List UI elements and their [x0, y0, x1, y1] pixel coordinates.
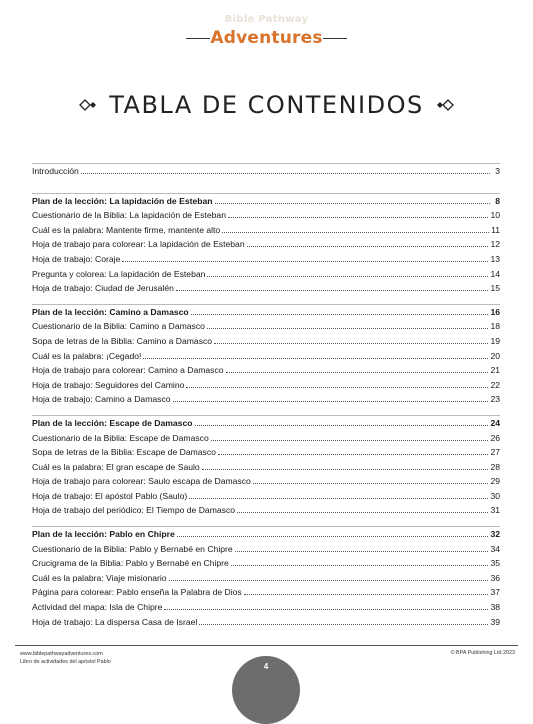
- toc-entry[interactable]: [32, 445, 500, 460]
- toc-entry-label: Cuál es la palabra: El gran escape de Saulo: [32, 461, 200, 472]
- toc-entry-page: 10: [490, 210, 500, 221]
- toc-entry-page: 23: [490, 394, 500, 405]
- toc-entry[interactable]: [32, 571, 500, 586]
- toc-entry-label: Cuestionario de la Biblia: Pablo y Bernabé en Chipre: [32, 543, 233, 554]
- diamond-ornament-icon: [79, 99, 99, 111]
- toc-entry-label: Crucigrama de la Biblia: Pablo y Bernabé en Chipre: [32, 558, 229, 569]
- toc-entry-page: 29: [490, 476, 500, 487]
- dot-leader: [215, 203, 490, 204]
- dot-leader: [122, 261, 488, 262]
- toc-entry-page: 12: [490, 239, 500, 250]
- toc-entry-label: Hoja de trabajo: Ciudad de Jerusalén: [32, 283, 174, 294]
- toc-entry-label: Cuestionario de la Biblia: Escape de Damasco: [32, 432, 209, 443]
- toc-entry-page: 38: [490, 602, 500, 613]
- toc-section-title[interactable]: [32, 305, 500, 320]
- toc-entry-page: 39: [490, 616, 500, 627]
- dot-leader: [143, 358, 488, 359]
- logo-top-text: Bible Pathway: [224, 14, 309, 25]
- toc-entry-page: 16: [490, 306, 500, 317]
- toc-entry-intro[interactable]: [32, 164, 500, 179]
- dot-leader: [247, 246, 489, 247]
- toc-entry-label: Hoja de trabajo para colorear: Camino a Damasco: [32, 365, 224, 376]
- toc-entry-page: 18: [490, 321, 500, 332]
- header: [0, 8, 533, 54]
- toc-entry[interactable]: [32, 615, 500, 630]
- footer-book-title: Libro de actividades del apóstol Pablo: [20, 659, 111, 665]
- toc-entry-page: 3: [495, 166, 500, 176]
- toc-entry-label: Introducción: [32, 166, 79, 176]
- dot-leader: [222, 232, 489, 233]
- toc-entry-label: Página para colorear: Pablo enseña la Palabra de Dios: [32, 587, 242, 598]
- toc-entry-page: 8: [495, 195, 500, 206]
- toc-entry-label: Plan de la lección: Escape de Damasco: [32, 417, 193, 428]
- toc-entry[interactable]: [32, 208, 500, 223]
- dot-leader: [173, 401, 489, 402]
- toc-entry-page: 28: [490, 461, 500, 472]
- toc-entry-label: Actividad del mapa: Isla de Chipre: [32, 602, 163, 613]
- toc-section-title[interactable]: [32, 527, 500, 542]
- toc-entry-label: Cuestionario de la Biblia: Camino a Damasco: [32, 321, 205, 332]
- logo-main-text: Adventures: [210, 28, 323, 48]
- toc-entry-page: 14: [490, 268, 500, 279]
- toc-entry-label: Hoja de trabajo: La dispersa Casa de Israel: [32, 616, 198, 627]
- toc-entry[interactable]: [32, 363, 500, 378]
- toc-entry-page: 13: [490, 253, 500, 264]
- toc-entry[interactable]: [32, 503, 500, 518]
- toc-entry[interactable]: [32, 585, 500, 600]
- toc-entry-label: Sopa de letras de la Biblia: Camino a Damasco: [32, 335, 213, 346]
- toc-entry[interactable]: [32, 431, 500, 446]
- toc-entry-page: 11: [491, 224, 500, 235]
- toc-entry-page: 37: [490, 587, 500, 598]
- dot-leader: [164, 609, 488, 610]
- toc-entry-label: Sopa de letras de la Biblia: Escape de Damasco: [32, 447, 216, 458]
- toc-entry-label: Plan de la lección: La lapidación de Esteban: [32, 195, 213, 206]
- page-number: 4: [263, 662, 269, 671]
- toc-entry-page: 34: [490, 543, 500, 554]
- toc-entry[interactable]: [32, 392, 500, 407]
- footer-left: [20, 650, 111, 666]
- dot-leader: [177, 536, 489, 537]
- toc-entry-page: 30: [490, 490, 500, 501]
- toc-entry-page: 26: [490, 432, 500, 443]
- toc-entry-label: Hoja de trabajo para colorear: Saulo escapa de Damasco: [32, 476, 251, 487]
- footer-website[interactable]: www.biblepathwayadventures.com: [20, 651, 103, 657]
- toc-entry[interactable]: [32, 223, 500, 238]
- dot-leader: [191, 314, 489, 315]
- toc-entry[interactable]: [32, 319, 500, 334]
- toc-entry-page: 15: [490, 283, 500, 294]
- toc-entry[interactable]: [32, 267, 500, 282]
- toc-entry-label: Hoja de trabajo: Seguidores del Camino: [32, 379, 185, 390]
- dot-leader: [169, 580, 489, 581]
- toc-entry[interactable]: [32, 460, 500, 475]
- toc-entry-page: 19: [490, 335, 500, 346]
- toc-entry[interactable]: [32, 349, 500, 364]
- toc-section-title[interactable]: [32, 194, 500, 209]
- toc-entry[interactable]: [32, 281, 500, 296]
- toc-entry-page: 24: [490, 417, 500, 428]
- page-title: TABLA DE CONTENIDOS: [109, 91, 424, 119]
- toc-entry-label: Hoja de trabajo: Camino a Damasco: [32, 394, 171, 405]
- toc-entry-page: 27: [490, 447, 500, 458]
- toc-entry-page: 32: [490, 529, 500, 540]
- toc-entry[interactable]: [32, 237, 500, 252]
- toc-entry-label: Plan de la lección: Pablo en Chipre: [32, 529, 175, 540]
- toc-entry-page: 22: [490, 379, 500, 390]
- toc-entry[interactable]: [32, 378, 500, 393]
- toc-entry-label: Plan de la lección: Camino a Damasco: [32, 306, 189, 317]
- dot-leader: [235, 551, 489, 552]
- toc-entry-label: Pregunta y colorea: La lapidación de Esteban: [32, 268, 206, 279]
- toc-entry-page: 31: [490, 505, 500, 516]
- toc-entry[interactable]: [32, 252, 500, 267]
- footer-copyright: © BPA Publishing Ltd 2023: [450, 650, 515, 656]
- toc-entry[interactable]: [32, 556, 500, 571]
- toc-entry-label: Cuestionario de la Biblia: La lapidación de Esteban: [32, 210, 226, 221]
- dot-leader: [211, 440, 489, 441]
- dot-leader: [207, 328, 489, 329]
- toc-entry-page: 35: [490, 558, 500, 569]
- toc-entry-page: 36: [490, 572, 500, 583]
- footer-rule: [15, 645, 518, 646]
- toc-entry[interactable]: [32, 474, 500, 489]
- dot-leader: [218, 454, 489, 455]
- dot-leader: [244, 594, 489, 595]
- dot-leader: [237, 512, 488, 513]
- toc-entry-label: Cuál es la palabra: ¡Cegado!: [32, 350, 142, 361]
- dot-leader: [176, 290, 489, 291]
- dot-leader: [199, 624, 488, 625]
- dot-leader: [207, 276, 488, 277]
- dot-leader: [81, 173, 490, 174]
- dot-leader: [231, 565, 489, 566]
- toc-entry[interactable]: [32, 600, 500, 615]
- dot-leader: [226, 372, 489, 373]
- dot-leader: [253, 483, 489, 484]
- toc-entry[interactable]: [32, 542, 500, 557]
- dot-leader: [189, 498, 488, 499]
- toc-entry-label: Hoja de trabajo para colorear: La lapidación de Esteban: [32, 239, 245, 250]
- dot-leader: [214, 343, 488, 344]
- toc-entry-label: Cuál es la palabra: Viaje misionario: [32, 572, 167, 583]
- dot-leader: [195, 425, 489, 426]
- toc-entry-page: 20: [490, 350, 500, 361]
- toc-entry-page: 21: [490, 365, 500, 376]
- toc-entry[interactable]: [32, 489, 500, 504]
- diamond-ornament-icon: [434, 99, 454, 111]
- toc-entry-label: Hoja de trabajo: Coraje: [32, 253, 121, 264]
- table-of-contents: [32, 163, 500, 629]
- dot-leader: [202, 469, 489, 470]
- dot-leader: [186, 387, 488, 388]
- toc-entry-label: Cuál es la palabra: Mantente firme, mantente alto: [32, 224, 221, 235]
- toc-entry[interactable]: [32, 334, 500, 349]
- toc-entry-label: Hoja de trabajo del periódico: El Tiempo de Damasco: [32, 505, 236, 516]
- toc-section-title[interactable]: [32, 416, 500, 431]
- toc-entry-label: Hoja de trabajo: El apóstol Pablo (Saulo): [32, 490, 188, 501]
- dot-leader: [228, 217, 488, 218]
- title-row: [0, 88, 533, 122]
